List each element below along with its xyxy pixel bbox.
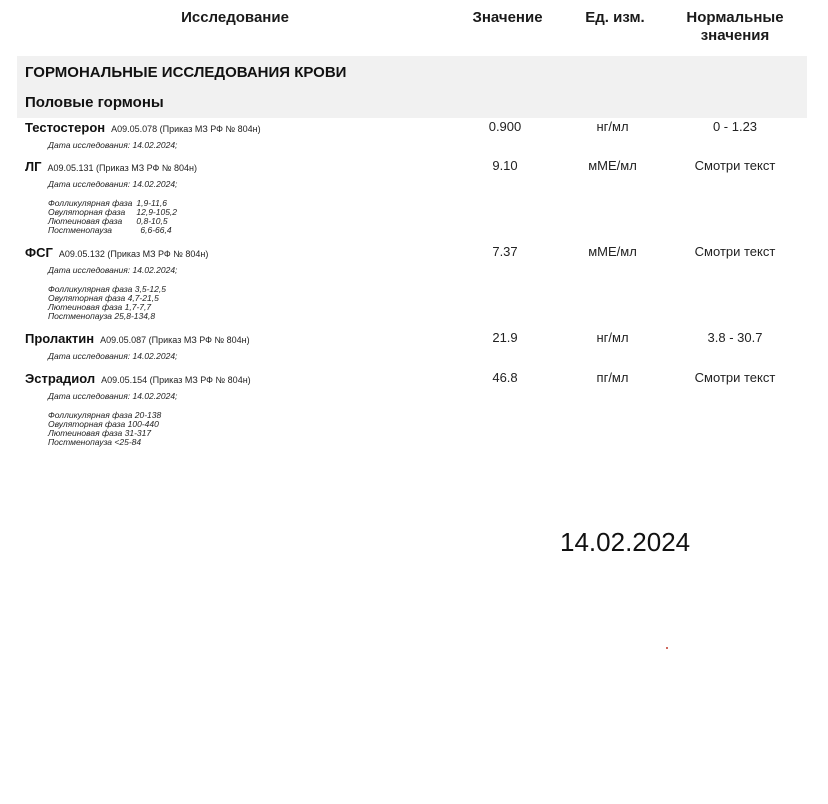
header-normal-line1: Нормальные <box>686 9 784 26</box>
note-phase: Фолликулярная фаза <box>48 284 133 294</box>
test-value: 9.10 <box>492 158 518 173</box>
note-range: 1,7-7,7 <box>124 302 152 312</box>
note-range: 0,8-10,5 <box>136 216 168 226</box>
header-unit: Ед. изм. <box>585 9 645 26</box>
header-normal-line2: значения <box>700 27 770 44</box>
note-range: 25,8-134,8 <box>114 311 156 321</box>
note-phase: Фолликулярная фаза <box>48 198 133 208</box>
header-value: Значение <box>472 9 543 26</box>
test-date: Дата исследования: 14.02.2024; <box>48 179 178 189</box>
note-row <box>48 226 177 235</box>
note-phase: Фолликулярная фаза <box>48 410 133 420</box>
test-name: Тестостерон <box>25 120 106 135</box>
note-phase: Постменопауза <box>48 225 113 235</box>
note-row <box>48 294 815 303</box>
test-code: A09.05.131 (Приказ МЗ РФ № 804н) <box>47 163 198 173</box>
test-value: 7.37 <box>492 244 518 259</box>
test-name: ЛГ <box>25 159 42 174</box>
note-range: 100-440 <box>127 419 159 429</box>
note-phase: Лютеиновая фаза <box>48 428 123 438</box>
note-row <box>48 312 815 321</box>
test-value: 46.8 <box>492 370 518 385</box>
reference-notes <box>48 199 177 235</box>
note-range: 4,7-21,5 <box>127 293 159 303</box>
reference-notes <box>48 411 815 447</box>
test-unit: нг/мл <box>596 330 629 345</box>
note-range: 12,9-105,2 <box>136 207 178 217</box>
note-phase: Овуляторная фаза <box>48 419 126 429</box>
test-name: Эстрадиол <box>25 371 96 386</box>
red-dot-mark <box>666 647 668 649</box>
test-date: Дата исследования: 14.02.2024; <box>48 351 178 361</box>
note-phase: Овуляторная фаза <box>48 207 126 217</box>
test-value: 21.9 <box>492 330 518 345</box>
reference-notes <box>48 285 815 321</box>
test-unit: пг/мл <box>596 370 629 385</box>
test-value: 0.900 <box>488 119 522 134</box>
test-normal: Смотри текст <box>694 370 776 385</box>
note-phase: Лютеиновая фаза <box>48 216 123 226</box>
test-unit: нг/мл <box>596 119 629 134</box>
section-subtitle: Половые гормоны <box>25 94 164 111</box>
test-code: A09.05.078 (Приказ МЗ РФ № 804н) <box>111 124 261 134</box>
header-normal <box>670 9 800 45</box>
note-range: <25-84 <box>114 437 142 447</box>
note-range: 20-138 <box>134 410 162 420</box>
test-date: Дата исследования: 14.02.2024; <box>48 140 178 150</box>
note-phase: Постменопауза <box>48 437 113 447</box>
note-row <box>48 411 815 420</box>
test-unit: мМЕ/мл <box>588 158 637 173</box>
test-normal: Смотри текст <box>694 244 776 259</box>
test-code: A09.05.154 (Приказ МЗ РФ № 804н) <box>101 375 251 385</box>
footer-date: 14.02.2024 <box>560 527 691 557</box>
test-code: A09.05.087 (Приказ МЗ РФ № 804н) <box>100 335 250 345</box>
test-date: Дата исследования: 14.02.2024; <box>48 391 178 401</box>
test-unit: мМЕ/мл <box>588 244 637 259</box>
note-range: 1,9-11,6 <box>136 198 167 208</box>
note-range: 31-317 <box>124 428 152 438</box>
note-row <box>48 438 815 447</box>
note-row <box>48 429 815 438</box>
note-range: 6,6-66,4 <box>140 225 172 235</box>
section-band <box>17 56 807 118</box>
note-phase: Лютеиновая фаза <box>48 302 123 312</box>
test-date: Дата исследования: 14.02.2024; <box>48 265 178 275</box>
test-code: A09.05.132 (Приказ МЗ РФ № 804н) <box>58 249 209 259</box>
section-title: ГОРМОНАЛЬНЫЕ ИССЛЕДОВАНИЯ КРОВИ <box>25 64 347 81</box>
test-normal: Смотри текст <box>694 158 776 173</box>
note-phase: Овуляторная фаза <box>48 293 126 303</box>
test-name: Пролактин <box>25 331 95 346</box>
header-study: Исследование <box>181 9 289 26</box>
test-name: ФСГ <box>25 245 53 260</box>
note-phase: Постменопауза <box>48 311 113 321</box>
note-row <box>48 420 815 429</box>
note-row <box>48 303 815 312</box>
note-row <box>48 285 815 294</box>
test-normal: 0 - 1.23 <box>712 119 758 134</box>
test-normal: 3.8 - 30.7 <box>707 330 763 345</box>
note-range: 3,5-12,5 <box>134 284 166 294</box>
